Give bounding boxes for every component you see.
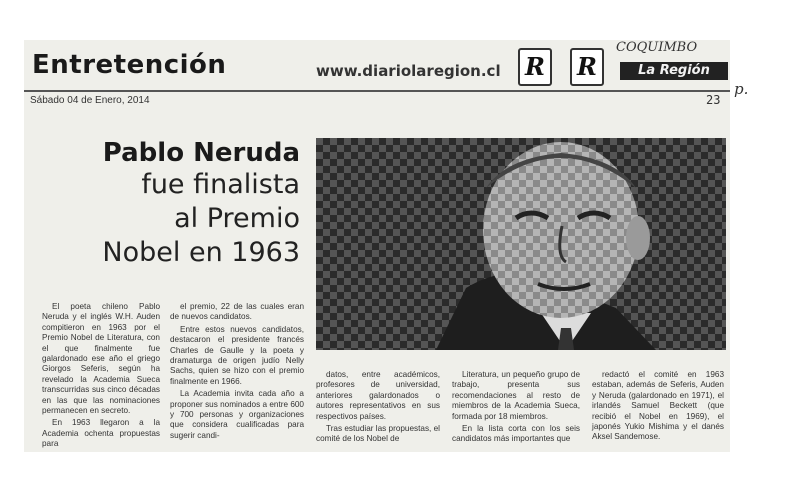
article-column-2 <box>170 302 304 443</box>
article-column-1 <box>42 302 160 452</box>
paragraph: redactó el comité en 1963 estaban, además de Seferis, Auden y Neruda (galardonado en 1971), el irlandés Samuel Beckett (que recibió el Nobel en 1969), el japonés Yukio Mishima y el danés Aksel Sandemose. <box>592 370 724 442</box>
portrait-photo-icon <box>316 138 726 350</box>
paragraph: En 1963 llegaron a la Academia ochenta propuestas para <box>42 418 160 449</box>
handwritten-mark: p. <box>734 80 749 98</box>
portrait-photo <box>316 138 726 350</box>
headline-line-1: Pablo Neruda <box>102 138 300 168</box>
article-column-4 <box>452 370 580 447</box>
brand-logo: La Región <box>620 62 728 80</box>
header-divider <box>24 90 730 92</box>
handwritten-note: COQUIMBO <box>616 40 698 55</box>
logo-r-icon: R <box>518 48 552 86</box>
newspaper-clipping <box>24 40 730 452</box>
headline <box>102 138 300 270</box>
article-column-3 <box>316 370 440 447</box>
paragraph: el premio, 22 de las cuales eran de nuevos candidatos. <box>170 302 304 322</box>
logo-r-icon: R <box>570 48 604 86</box>
paragraph: Tras estudiar las propuestas, el comité de los Nobel de <box>316 424 440 444</box>
headline-line-4: Nobel en 1963 <box>102 237 300 268</box>
article-column-5 <box>592 370 724 445</box>
paragraph: Literatura, un pequeño grupo de trabajo, presenta sus recomendaciones al resto de miembros de la Academia Sueca, formada por 18 miembros. <box>452 370 580 421</box>
paragraph: En la lista corta con los seis candidatos más importantes que <box>452 424 580 444</box>
site-url: www.diariolaregion.cl <box>316 62 501 80</box>
date-line: Sábado 04 de Enero, 2014 <box>30 95 150 106</box>
paragraph: El poeta chileno Pablo Neruda y el inglés W.H. Auden compitieron en 1963 por el Premio Nobel de Literatura, con el que finalmente fue galardonado ese año el griego Giorgos Seferis, según ha revelado la Academia Sueca transcurridas sus cinco décadas en las que las nominaciones permanecen en secreto. <box>42 302 160 416</box>
section-title: Entretención <box>32 50 227 80</box>
headline-line-3: al Premio <box>174 203 300 234</box>
headline-line-2: fue finalista <box>141 169 300 200</box>
paragraph: La Academia invita cada año a proponer sus nominados a entre 600 y 700 personas y organizaciones que considera cualificadas para sugerir candi- <box>170 389 304 440</box>
page-number: 23 <box>706 93 721 107</box>
paragraph: datos, entre académicos, profesores de universidad, anteriores galardonados o autores representativos en sus respectivos países. <box>316 370 440 421</box>
paragraph: Entre estos nuevos candidatos, destacaron el presidente francés Charles de Gaulle y la poeta y dramaturga de origen judío Nelly Sachs, quien se hizo con el premio finalmente en 1966. <box>170 324 304 386</box>
